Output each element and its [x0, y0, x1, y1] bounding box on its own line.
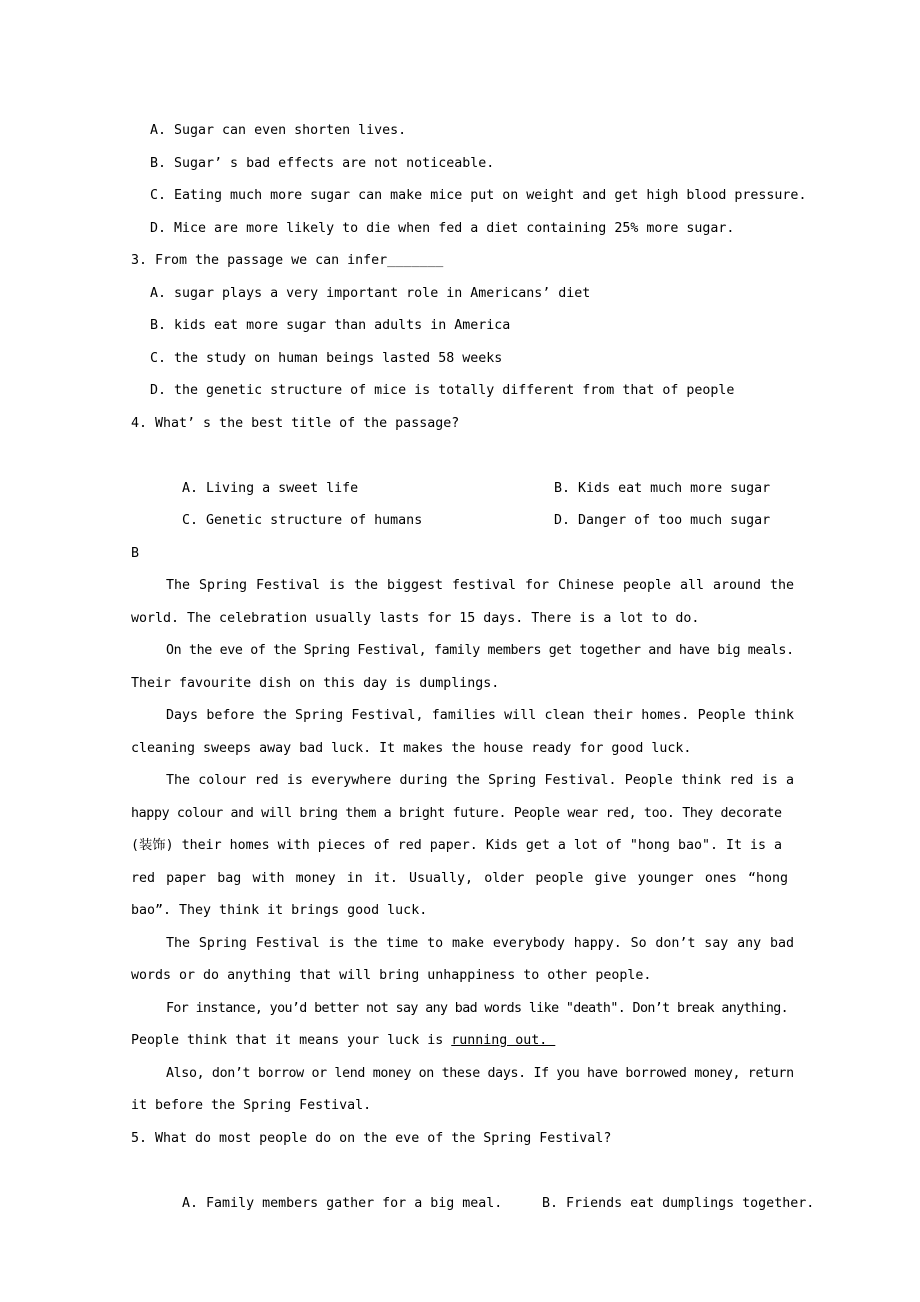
luck-line-prefix: People think that it means your luck is — [131, 1033, 452, 1048]
q4-option-c: C. Genetic structure of humans — [182, 513, 423, 528]
q2-option-c: C. Eating much more sugar can make mice put on weight and get high blood pressure. — [150, 188, 807, 203]
q4-option-d: D. Danger of too much sugar — [554, 513, 771, 528]
passage-b-line: happy colour and will bring them a bright future. People wear red, too. They decorate — [131, 805, 782, 821]
passage-b-line: Days before the Spring Festival, families will clean their homes. People think — [166, 708, 794, 723]
q5-options-row — [131, 1155, 830, 1211]
passage-b-line: it before the Spring Festival. — [131, 1098, 372, 1113]
passage-b-line: world. The celebration usually lasts for 15 days. There is a lot to do. — [131, 610, 700, 626]
q3-option-d: D. the genetic structure of mice is totally different from that of people — [150, 383, 735, 398]
passage-b-line: (装饰) their homes with pieces of red paper. Kids get a lot of "hong bao". It is a — [131, 838, 783, 853]
q4-options-row-1 — [131, 440, 830, 496]
q5-stem: 5. What do most people do on the eve of the Spring Festival? — [131, 1130, 612, 1146]
q2-option-a: A. Sugar can even shorten lives. — [150, 123, 407, 138]
passage-b-line: Also, don’t borrow or lend money on these days. If you have borrowed money, return — [166, 1065, 794, 1081]
q5-option-a: A. Family members gather for a big meal. — [182, 1195, 503, 1211]
passage-b-line: For instance, you’d better not say any bad words like "death". Don’t break anything. — [166, 1000, 789, 1016]
passage-b-line: The colour red is everywhere during the Spring Festival. People think red is a — [166, 773, 794, 788]
passage-b-line: red paper bag with money in it. Usually, older people give younger ones “hong — [131, 870, 788, 886]
passage-b-line: The Spring Festival is the time to make everybody happy. So don’t say any bad — [166, 935, 794, 951]
passage-b-line: Their favourite dish on this day is dumplings. — [131, 675, 500, 691]
q2-option-b: B. Sugar’ s bad effects are not noticeable. — [150, 155, 495, 171]
passage-b-line: The Spring Festival is the biggest festival for Chinese people all around the — [166, 578, 794, 593]
q3-stem: 3. From the passage we can infer_______ — [131, 253, 444, 268]
q3-option-a: A. sugar plays a very important role in Americans’ diet — [150, 285, 591, 301]
q3-option-c: C. the study on human beings lasted 58 weeks — [150, 350, 503, 366]
q4-option-b: B. Kids eat much more sugar — [554, 480, 771, 496]
passage-b-line: On the eve of the Spring Festival, family members get together and have big meals. — [166, 643, 794, 658]
q3-option-b: B. kids eat more sugar than adults in America — [150, 318, 511, 333]
q5-option-b: B. Friends eat dumplings together. — [542, 1195, 815, 1211]
q4-stem: 4. What’ s the best title of the passage? — [131, 415, 460, 431]
passage-b-line: cleaning sweeps away bad luck. It makes the house ready for good luck. — [131, 740, 692, 756]
luck-line-underlined: running out. — [451, 1033, 556, 1048]
passage-b-line: words or do anything that will bring unhappiness to other people. — [131, 968, 652, 983]
q2-option-d: D. Mice are more likely to die when fed a diet containing 25% more sugar. — [150, 220, 735, 236]
passage-b-label: B — [131, 545, 140, 561]
passage-b-luck-line — [131, 1025, 830, 1058]
passage-b-line: bao”. They think it brings good luck. — [131, 903, 428, 918]
q4-option-a: A. Living a sweet life — [182, 480, 359, 496]
